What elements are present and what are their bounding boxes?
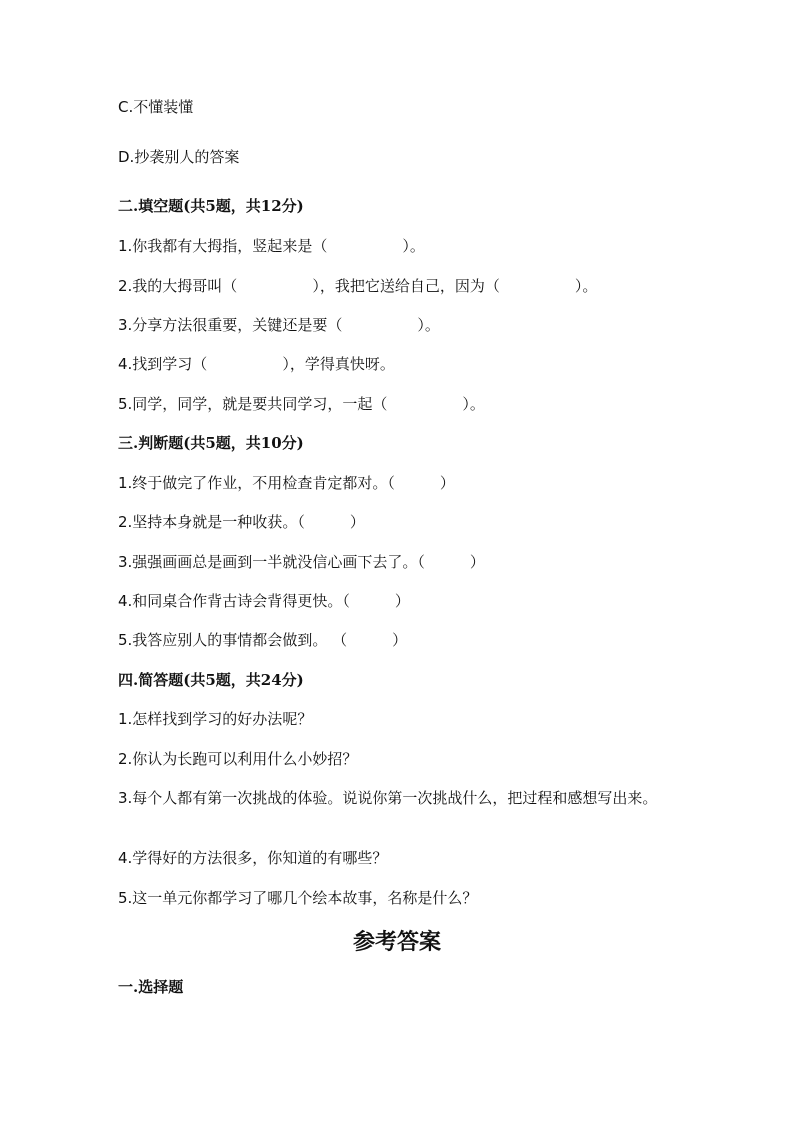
- true-false-item-1: 1.终于做完了作业，不用检查肯定都对。（ ）: [118, 474, 455, 492]
- option-d: D.抄袭别人的答案: [118, 148, 240, 166]
- true-false-heading: 三.判断题(共5题，共10分): [118, 434, 304, 452]
- fill-blank-item-3: 3.分享方法很重要，关键还是要（ ）。: [118, 316, 440, 334]
- short-answer-item-2: 2.你认为长跑可以利用什么小妙招？: [118, 750, 358, 768]
- short-answer-item-1: 1.怎样找到学习的好办法呢？: [118, 710, 313, 728]
- fill-blank-item-4: 4.找到学习（ ），学得真快呀。: [118, 355, 395, 373]
- short-answer-item-4: 4.学得好的方法很多，你知道的有哪些？: [118, 849, 388, 867]
- answers-section-one: 一.选择题: [118, 978, 184, 996]
- true-false-item-5: 5.我答应别人的事情都会做到。 （ ）: [118, 631, 408, 649]
- true-false-item-4: 4.和同桌合作背古诗会背得更快。（ ）: [118, 592, 410, 610]
- true-false-item-3: 3.强强画画总是画到一半就没信心画下去了。（ ）: [118, 553, 485, 571]
- true-false-item-2: 2.坚持本身就是一种收获。（ ）: [118, 513, 365, 531]
- option-c: C.不懂装懂: [118, 98, 194, 116]
- fill-blank-item-5: 5.同学，同学，就是要共同学习，一起（ ）。: [118, 395, 485, 413]
- short-answer-heading: 四.简答题(共5题，共24分): [118, 671, 304, 689]
- fill-blank-item-2: 2.我的大拇哥叫（ ），我把它送给自己，因为（ ）。: [118, 277, 598, 295]
- fill-blank-heading: 二.填空题(共5题，共12分): [118, 197, 304, 215]
- answers-title: 参考答案: [352, 929, 441, 955]
- fill-blank-item-1: 1.你我都有大拇指，竖起来是（ ）。: [118, 237, 425, 255]
- short-answer-item-3: 3.每个人都有第一次挑战的体验。说说你第一次挑战什么，把过程和感想写出来。: [118, 789, 658, 807]
- short-answer-item-5: 5.这一单元你都学习了哪几个绘本故事，名称是什么？: [118, 889, 478, 907]
